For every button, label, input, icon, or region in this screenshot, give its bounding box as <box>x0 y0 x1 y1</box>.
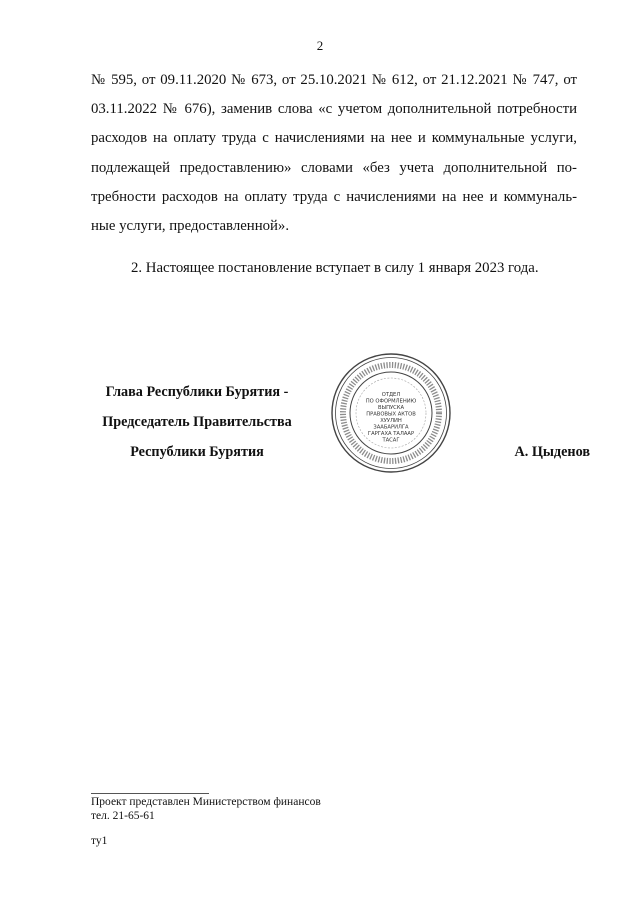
footnote-divider <box>91 793 209 794</box>
seal-text-line: ПО ОФОРМЛЕНИЮ <box>365 398 417 405</box>
body-paragraph <box>91 66 577 241</box>
official-seal <box>330 352 452 474</box>
seal-text-line: ХУУЛИН <box>380 418 402 424</box>
seal-text-line: ГАРГАХА ТАЛААР <box>367 431 415 437</box>
typist-code: ту1 <box>91 835 108 847</box>
page-number: 2 <box>316 38 324 53</box>
project-note: Проект представлен Министерством финансов <box>91 796 321 808</box>
signatory-title-line: Председатель Правительства <box>102 414 292 430</box>
body-line: 03.11.2022 № 676), заменив слова «с учетом дополнительной потребности <box>91 101 577 118</box>
seal-text-line: ЗААБАРИЛГА <box>373 424 409 431</box>
body-line: № 595, от 09.11.2020 № 673, от 25.10.2021 № 612, от 21.12.2021 № 747, от <box>91 72 577 88</box>
body-line: требности расходов на оплату труда с начислениями на нее и коммуналь- <box>91 188 577 205</box>
seal-text-line: ВЫПУСКА <box>377 405 405 411</box>
signatory-title-line: Глава Республики Бурятия - <box>105 384 289 400</box>
body-line: подлежащей предоставлению» словами «без учета дополнительной по- <box>91 159 577 176</box>
clause-2: 2. Настоящее постановление вступает в силу 1 января 2023 года. <box>131 260 539 276</box>
signatory-title-line: Республики Бурятия <box>130 444 264 460</box>
seal-text-line: ОТДЕЛ <box>381 392 401 398</box>
signatory-name: А. Цыденов <box>514 444 590 460</box>
signatory-title <box>86 377 308 467</box>
seal-text-line: ТАСАГ <box>382 437 400 444</box>
contact-phone: тел. 21-65-61 <box>91 810 155 822</box>
body-line: расходов на оплату труда с начислениями на нее и коммунальные услуги, <box>91 130 577 147</box>
body-line: ные услуги, предоставленной». <box>91 218 290 235</box>
footnote <box>91 795 321 823</box>
seal-text-line: ПРАВОВЫХ АКТОВ <box>366 411 416 418</box>
seal-graphic <box>330 352 452 474</box>
